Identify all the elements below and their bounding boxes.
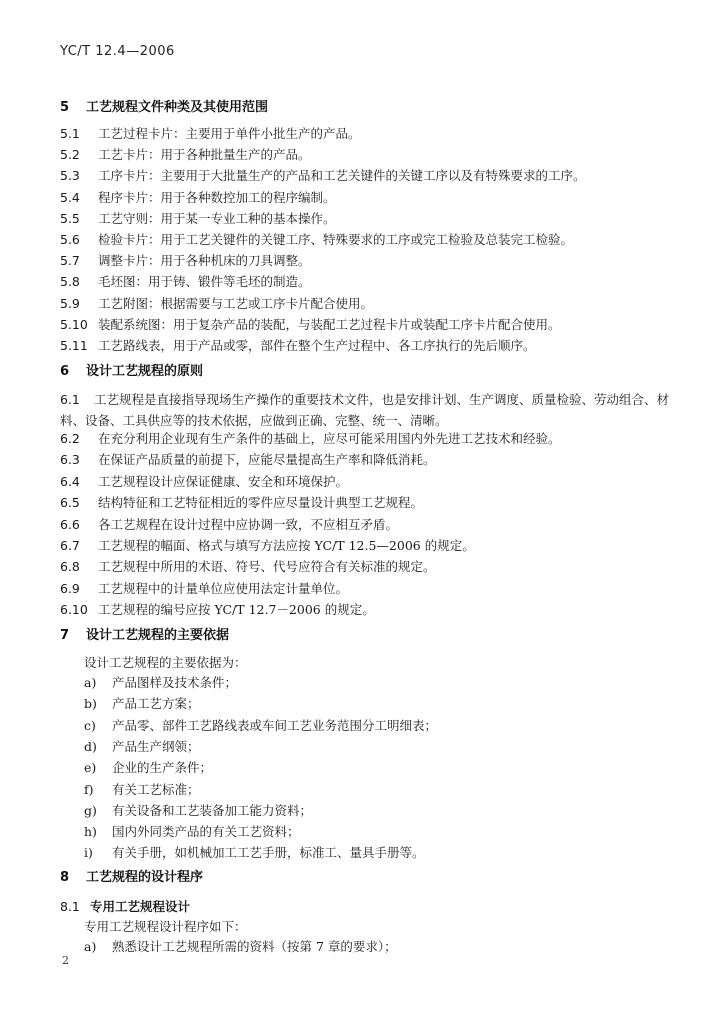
clause-text: 工艺规程中所用的术语、符号、代号应符合有关标准的规定。 [98,559,436,575]
clause-number: 6.6 [60,516,80,532]
clause-text: 工艺附图：根据需要与工艺或工序卡片配合使用。 [98,295,374,311]
list-label: e) [84,760,97,776]
list-item [84,737,200,756]
list-label: i) [84,845,93,861]
clause-text: 结构特征和工艺特征相近的零件应尽量设计典型工艺规程。 [98,495,424,511]
clause-item [60,145,674,164]
list-text: 熟悉设计工艺规程所需的资料（按第 7 章的要求）； [112,939,397,954]
section-title-text: 设计工艺规程的原则 [86,364,204,379]
list-item [84,937,397,956]
clause-text: 工艺规程的幅面、格式与填写方法应按 YC/T 12.5—2006 的规定。 [98,538,475,553]
clause-item [60,472,674,491]
clause-number: 5.6 [60,232,80,247]
page-number: 2 [62,954,69,967]
clause-item [60,429,674,448]
list-label: c) [84,717,96,733]
clause-number: 5.1 [60,126,80,141]
list-item [84,780,200,799]
section-number: 5 [60,100,70,115]
clause-text: 检验卡片：用于工艺关键件的关键工序、特殊要求的工序或完工检验及总装完工检验。 [98,232,574,247]
clause-text: 工艺规程中的计量单位应使用法定计量单位。 [98,580,349,596]
clause-number: 6.5 [60,495,80,511]
section-7-intro: 设计工艺规程的主要依据为： [84,655,247,670]
clause-item [60,166,674,185]
section-title-text: 设计工艺规程的主要依据 [86,628,230,643]
section-5-title [60,96,268,115]
section-8-title [60,866,203,885]
clause-number: 5.8 [60,274,80,290]
list-item [84,716,437,735]
clause-number: 6.4 [60,473,80,489]
clause-text: 工艺守则：用于某一专业工种的基本操作。 [98,210,336,226]
list-text: 产品零、部件工艺路线表或车间工艺业务范围分工明细表； [112,717,438,733]
section-number: 8 [60,870,70,885]
clause-text: 工艺规程设计应保证健康、安全和环境保护。 [98,473,349,489]
list-label: h) [84,824,97,840]
clause-text: 工艺规程的编号应按 YC/T 12.7－2006 的规定。 [98,602,375,618]
list-text: 有关工艺标准； [112,781,200,797]
clause-6-1 [60,389,670,431]
section-number: 7 [60,628,70,643]
clause-text: 工序卡片：主要用于大批量生产的产品和工艺关键件的关键工序以及有特殊要求的工序。 [98,168,586,184]
clause-item [60,536,674,555]
clause-text: 工艺规程是直接指导现场生产操作的重要技术文件，也是安排计划、生产调度、质量检验、劳动组合、材料、设备、工具供应等的技术依据，应做到正确、完整、统一、清晰。 [60,392,670,428]
clause-number: 5.9 [60,295,80,311]
clause-item [60,124,674,143]
clause-number: 6.8 [60,559,80,575]
clause-item [60,493,674,512]
clause-text: 工艺路线表，用于产品或零，部件在整个生产过程中、各工序执行的先后顺序。 [98,338,536,353]
clause-number: 5.2 [60,147,80,163]
list-label: f) [84,781,94,797]
clause-number: 5.11 [60,338,88,353]
list-text: 国内外同类产品的有关工艺资料； [112,824,300,840]
list-label: d) [84,738,97,754]
section-8-intro: 专用工艺规程设计程序如下： [84,919,247,934]
section-title-text: 工艺规程的设计程序 [86,870,204,885]
clause-number: 5.10 [60,316,88,332]
list-item [84,843,425,862]
clause-item [60,515,674,534]
clause-item [60,209,674,228]
clause-item [60,600,674,619]
clause-number: 5.5 [60,210,80,226]
list-item [84,694,200,713]
section-number: 6 [60,364,70,379]
clause-text: 毛坯图：用于铸、锻件等毛坯的制造。 [98,274,311,290]
clause-item [60,230,674,249]
list-item [84,822,300,841]
clause-item [60,294,674,313]
list-label: g) [84,802,97,818]
clause-number: 6.3 [60,452,80,468]
list-text: 企业的生产条件； [112,760,213,776]
section-7-title [60,624,229,643]
clause-number: 6.1 [60,392,80,407]
list-label: a) [84,939,97,954]
clause-item [60,579,674,598]
clause-text: 程序卡片：用于各种数控加工的程序编制。 [98,189,336,205]
list-label: a) [84,675,97,690]
clause-item [60,336,674,355]
clause-item [60,315,674,334]
list-text: 产品生产纲领； [112,738,200,754]
clause-number: 8.1 [60,899,80,914]
clause-number: 5.3 [60,168,80,184]
list-text: 产品图样及技术条件； [112,675,238,690]
list-item [84,801,312,820]
clause-item [60,557,674,576]
clause-text: 各工艺规程在设计过程中应协调一致，不应相互矛盾。 [98,516,399,532]
clause-item [60,251,674,270]
clause-text: 工艺过程卡片：主要用于单件小批生产的产品。 [98,126,361,141]
list-text: 有关手册，如机械加工工艺手册，标准工、量具手册等。 [112,845,425,861]
clause-title-text: 专用工艺规程设计 [90,899,191,914]
list-text: 有关设备和工艺装备加工能力资料； [112,802,313,818]
clause-text: 在充分利用企业现有生产条件的基础上，应尽可能采用国内外先进工艺技术和经验。 [98,431,561,446]
clause-number: 5.7 [60,253,80,269]
clause-item [60,188,674,207]
list-item [84,758,212,777]
clause-text: 工艺卡片：用于各种批量生产的产品。 [98,147,311,163]
standard-id: YC/T 12.4—2006 [60,44,175,59]
section-title-text: 工艺规程文件种类及其使用范围 [86,100,269,115]
list-text: 产品工艺方案； [112,696,200,712]
clause-8-1-title [60,897,190,915]
clause-text: 调整卡片：用于各种机床的刀具调整。 [98,253,311,269]
list-label: b) [84,696,97,712]
clause-number: 6.10 [60,602,88,618]
clause-text: 装配系统图：用于复杂产品的装配，与装配工艺过程卡片或装配工序卡片配合使用。 [98,316,561,332]
clause-item [60,450,674,469]
clause-number: 6.2 [60,431,80,446]
list-item [84,673,237,692]
clause-text: 在保证产品质量的前提下，应能尽量提高生产率和降低消耗。 [98,452,436,468]
clause-number: 6.7 [60,538,80,553]
section-6-title [60,360,203,379]
clause-number: 5.4 [60,189,80,205]
clause-item [60,272,674,291]
clause-number: 6.9 [60,580,80,596]
